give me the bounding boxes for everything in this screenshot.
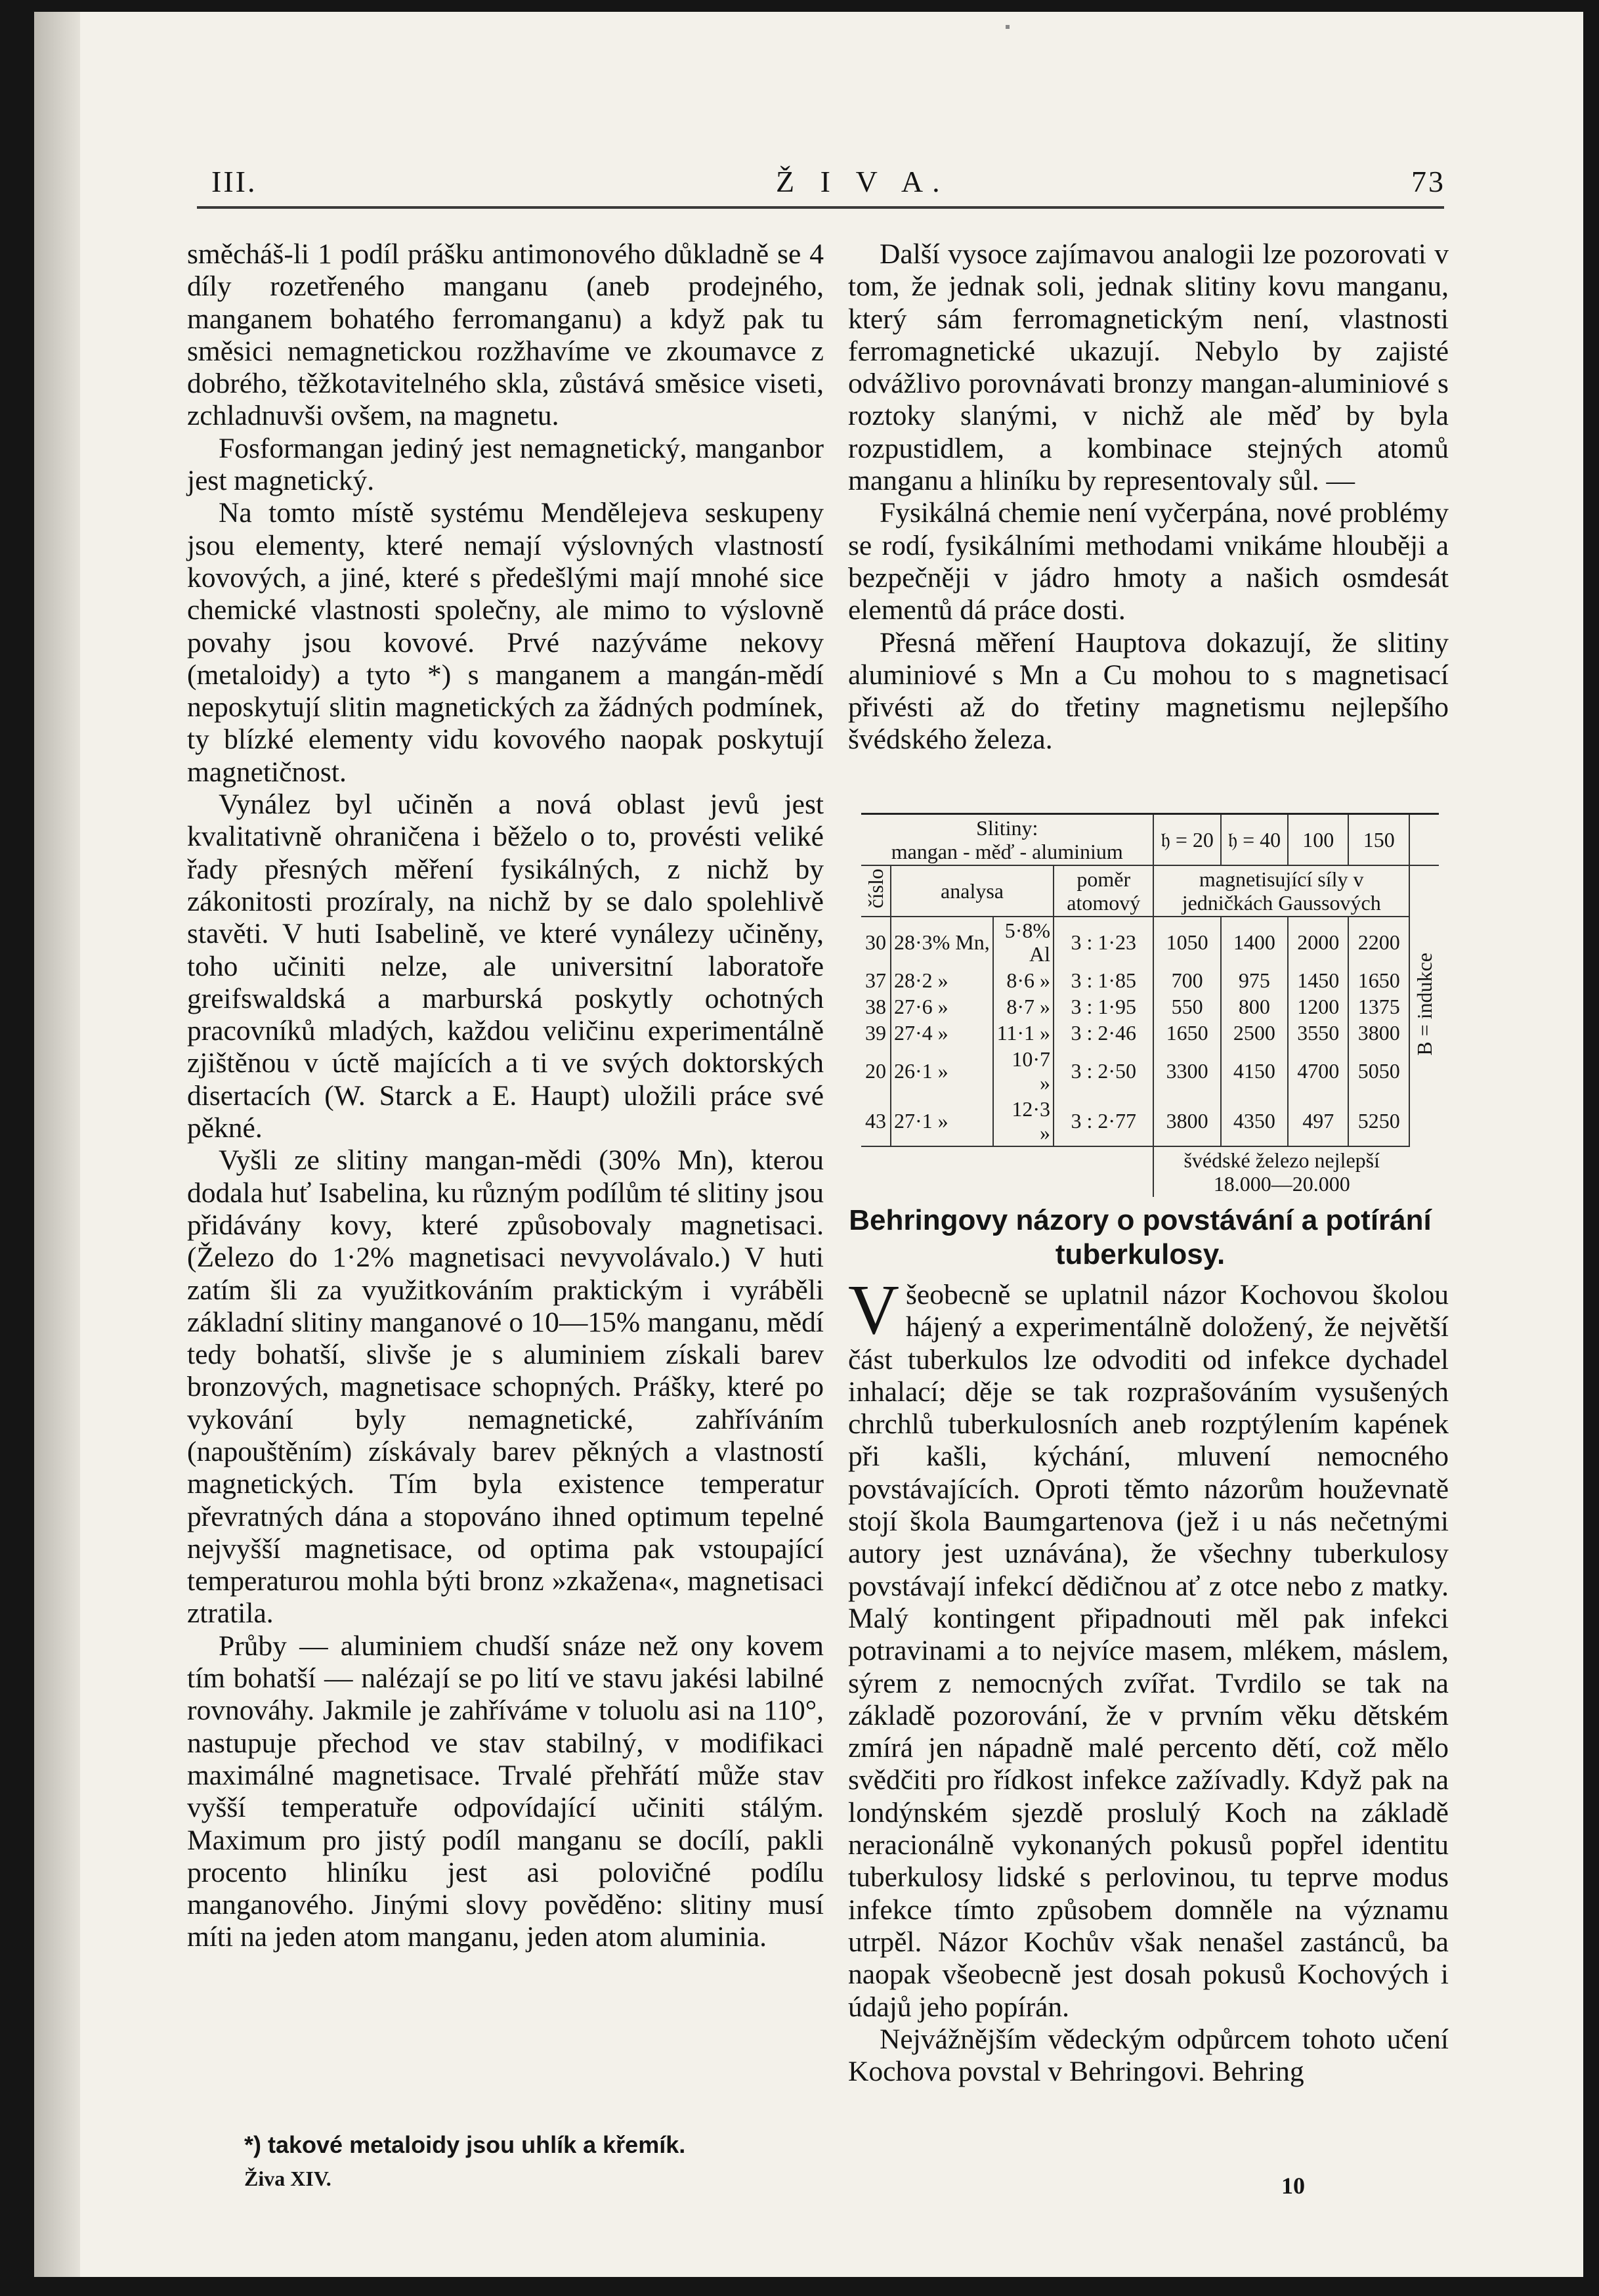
table-cell: 28·2 » — [891, 967, 993, 993]
table-cell: 5050 — [1348, 1046, 1409, 1096]
table-cell — [861, 814, 1153, 866]
sheet-number: 10 — [1281, 2173, 1305, 2199]
page — [34, 12, 1583, 2277]
table-cell: 800 — [1221, 993, 1288, 1020]
paragraph: Vyšli ze slitiny mangan-mědi (30% Mn), kterou dodala huť Isabelina, ku různým podílům té slitiny jsou přidávány kovy, které způsobovaly magnetisaci. (Železo do 1·2% magnetisaci nevyvolávalo.) V huti zatím šli za využitkováním praktickým i vyráběli základní slitiny manganové o 10—15% manganu, mědí tedy bohatší, slivše je s aluminiem získali barev bronzových, magnetisace schopných. Prášky, které po vykování byly nemagnetické, zahříváním (napouštěním) získávaly barev pěkných a vlastností magnetických. Tím byla existence temperatur převratných dána a stopováno ihned optimum tepelné nejvyšší magnetisace, od optima pak vstoupající temperaturou mohla býti bronz »zkažena«, magnetisaci ztratila. — [187, 1144, 824, 1630]
table-row — [861, 1096, 1439, 1146]
table-cell: 1375 — [1348, 993, 1409, 1020]
table-cell: 8·7 » — [993, 993, 1054, 1020]
swedish-iron-cell: švédské železo nejlepší 18.000—20.000 — [1153, 1146, 1409, 1197]
alloy-table — [861, 813, 1439, 1197]
paragraph-text: šeobecně se uplatnil názor Kochovou školou hájený a experimentálně doložený, že největší část tuberkulos lze odvoditi od infekce dychadel inhalací; děje se tak rozprašováním vysušených chrchlů tuberkulosních aneb rozptýlením kapének při kašli, kýchání, mluvení nemocného povstávajících. Oproti těmto názorům houževnatě stojí škola Baumgartenova (jež i u nás nečetnými autory jest uznávána), že všechny tuberkulosy povstávají infekcí dědičnou ať z otce nebo z matky. Malý kontingent připadnouti měl pak infekci potravinami a to nejvíce masem, mlékem, máslem, sýrem z nemocných zvířat. Tvrdilo se tak na základě pozorování, že v prvním věku dětském zmírá jen nápadně malé percento dětí, což mělo svědčiti pro řídkost infekce zažívadly. Když pak na londýnském sjezdě proslulý Koch na základě neracionálně vykonaných pokusů popřel identitu tuberkulosy lidské s perlovinou, tu teprve modus infekce tímto způsobem domněle na významu utrpěl. Názor Kochův však nenašel zastánců, ba naopak všeobecně jest dosah pokusů Kochových i údajů jeho popírán. — [848, 1279, 1449, 2023]
table-cell: 2200 — [1348, 917, 1409, 967]
table-cell: 27·6 » — [891, 993, 993, 1020]
article-title: Behringovy názory o povstávání a potírání tuberkulosy. — [849, 1204, 1432, 1270]
table-cell: 5250 — [1348, 1096, 1409, 1146]
table-cell: 10·7 » — [993, 1046, 1054, 1096]
table-cell: 37 — [865, 968, 886, 992]
paragraph — [848, 1271, 1449, 2024]
table-cell: 𝔥 = 20 — [1153, 814, 1220, 866]
table-cell: 497 — [1288, 1096, 1348, 1146]
paragraph: Přesná měření Hauptova dokazují, že slitiny aluminiové s Mn a Cu mohou to s magnetisací přivésti až do třetiny magnetismu nejlepšího švédského železa. — [848, 626, 1449, 756]
right-column — [848, 238, 1449, 756]
running-header — [185, 164, 1445, 204]
table-cell: 4700 — [1288, 1046, 1348, 1096]
footnote: *) takové metaloidy jsou uhlík a křemík. — [244, 2131, 686, 2158]
table-row — [861, 967, 1439, 993]
table-cell: 8·6 » — [993, 967, 1054, 993]
table-cell: poměr atomový — [1054, 865, 1153, 917]
table-cell: 20 — [865, 1059, 886, 1083]
table-cell: 3 : 2·77 — [1054, 1096, 1153, 1146]
paragraph: Další vysoce zajímavou analogii lze pozorovati v tom, že jednak soli, jednak slitiny kovu manganu, který sám ferromagnetickým není, vlastnosti ferromagnetické ukazují. Nebylo by zajisté odvážlivo porovnávati bronzy mangan-aluminiové s roztoky slanými, v nichž ale měď by byla rozpustidlem, a kombinace stejných atomů manganu a hliníku by representovaly sůl. — — [848, 238, 1449, 497]
table-cell: 11·1 » — [993, 1020, 1054, 1046]
print-speck — [1006, 25, 1010, 29]
paragraph: Průby — aluminiem chudší snáze než ony kovem tím bohatší — nalézají se po lití ve stavu jakési labilné rovnováhy. Jakmile je zahříváme v toluolu asi na 110°, nastupuje přechod ve stav stabilný, v modifikaci maximálné magnetisace. Trvalé přehřátí může stav vyšší temperatuře odpovídající učiniti stálým. Maximum pro jistý podíl manganu se docílí, pakli procento hliníku jest asi polovičné podílu manganového. Jinými slovy pověděno: slitiny musí míti na jeden atom manganu, jeden atom aluminia. — [187, 1630, 824, 1953]
left-column — [187, 238, 824, 1954]
table-row — [861, 1046, 1439, 1096]
paragraph: Vynález byl učiněn a nová oblast jevů jest kvalitativně ohraničena i běželo o to, provésti veliké řady přesných měření fysikálných, z nichž by zákonitosti prozíraly, na nichž by se dalo spolehlivě stavěti. V huti Isabelině, ve které vynálezy učiněny, toho učiniti nelze, ale universitní laboratoře greifswaldská a marburská poskytly ochotných pracovníků mladých, každou veličinu experimentálně zjištěnou v úctě majících a ti ve svých doktorských disertacích (W. Starck a E. Haupt) uložili práce své pěkné. — [187, 789, 824, 1144]
table-row — [861, 917, 1439, 967]
table-cell — [1409, 865, 1439, 1146]
table-cell: 150 — [1348, 814, 1409, 866]
table-cell: 38 — [865, 995, 886, 1018]
table-cell: magnetisující síly v jedničkách Gaussových — [1153, 865, 1409, 917]
table-row — [861, 1146, 1439, 1197]
table-cell: 1050 — [1153, 917, 1220, 967]
table-cell: 1450 — [1288, 967, 1348, 993]
table-cell: 3 : 2·46 — [1054, 1020, 1153, 1046]
table-cell: 700 — [1153, 967, 1220, 993]
table-cell: 30 — [861, 917, 891, 967]
table-cell: 27·1 » — [891, 1096, 993, 1146]
table-cell: 2000 — [1288, 917, 1348, 967]
volume-number: III. — [211, 165, 257, 198]
table-cell: 3 : 1·85 — [1054, 967, 1153, 993]
table-row — [861, 993, 1439, 1020]
table-cell: 3300 — [1153, 1046, 1220, 1096]
table-cell: 12·3 » — [993, 1096, 1054, 1146]
table-cell: 1200 — [1288, 993, 1348, 1020]
table-header-row — [861, 814, 1439, 866]
table-cell: 3800 — [1348, 1020, 1409, 1046]
table-cell: 3 : 2·50 — [1054, 1046, 1153, 1096]
table-cell: 5·8% Al — [993, 917, 1054, 967]
table-cell: 550 — [1153, 993, 1220, 1020]
table-cell: 2500 — [1221, 1020, 1288, 1046]
table-header-row — [861, 865, 1439, 917]
paragraph: směcháš-li 1 podíl prášku antimonového důkladně se 4 díly rozetřeného manganu (aneb prodejného, manganem bohatého ferromanganu) a když pak tu směsici nemagnetickou rozžhavíme ve zkoumavce z dobrého, těžkotavitelného skla, zůstává směsice viseti, zchladnuvši ovšem, na magnetu. — [187, 238, 824, 432]
table-cell: 28·3% Mn, — [891, 917, 993, 967]
table-cell: 3 : 1·23 — [1054, 917, 1153, 967]
page-number: 73 — [1411, 165, 1445, 198]
header-rule — [197, 206, 1444, 209]
table-cell — [861, 865, 891, 917]
table-cell: 26·1 » — [891, 1046, 993, 1096]
table-cell — [861, 1146, 1153, 1197]
alloys-sub: mangan - měď - aluminium — [891, 840, 1123, 863]
table-cell: 3800 — [1153, 1096, 1220, 1146]
table-cell: 27·4 » — [891, 1020, 993, 1046]
table-cell: 1650 — [1153, 1020, 1220, 1046]
paragraph: Nejvážnějším vědeckým odpůrcem tohoto učení Kochova povstal v Behringovi. Behring — [848, 2023, 1449, 2088]
table-cell: 3550 — [1288, 1020, 1348, 1046]
paragraph: Na tomto místě systému Mendělejeva seskupeny jsou elementy, které nemají výslovných vlastností kovových, a jiné, které s předešlými mají mnohé sice chemické vlastnosti společny, ale mimo to výslovně povahy jsou kovové. Prvé nazýváme nekovy (metaloidy) a tyto *) s manganem a mangán-mědí neposkytují slitin magnetických za žádných podmínek, ty blízké elementy vidu kovového naopak poskytují magnetičnost. — [187, 497, 824, 788]
paragraph: Fosformangan jediný jest nemagnetický, manganbor jest magnetický. — [187, 432, 824, 497]
table-cell: 4350 — [1221, 1096, 1288, 1146]
table-cell: 39 — [865, 1021, 886, 1045]
signature-mark: Živa XIV. — [244, 2167, 331, 2190]
table-cell: 3 : 1·95 — [1054, 993, 1153, 1020]
binding-edge — [34, 12, 80, 2277]
paragraph: Fysikálná chemie není vyčerpána, nové problémy se rodí, fysikálními methodami vnikáme hlouběji a bezpečněji v jádro hmoty a našich osmdesát elementů dá práce dosti. — [848, 497, 1449, 626]
table-cell: analysa — [891, 865, 1054, 917]
drop-cap: V — [848, 1271, 899, 1349]
table-cell — [1409, 814, 1439, 866]
table-cell: 1400 — [1221, 917, 1288, 967]
table-cell: 1650 — [1348, 967, 1409, 993]
table-cell: 975 — [1221, 967, 1288, 993]
indukce-label: B = indukce — [1412, 952, 1436, 1056]
table-row — [861, 1020, 1439, 1046]
table-cell: 4150 — [1221, 1046, 1288, 1096]
table-cell: 100 — [1288, 814, 1348, 866]
table-cell: 43 — [865, 1109, 886, 1133]
journal-title: Ž I V A. — [776, 165, 949, 198]
article-body — [848, 1271, 1449, 2088]
alloys-label: Slitiny: — [976, 816, 1038, 840]
cislo-label: číslo — [864, 869, 887, 909]
table-cell: 𝔥 = 40 — [1221, 814, 1288, 866]
